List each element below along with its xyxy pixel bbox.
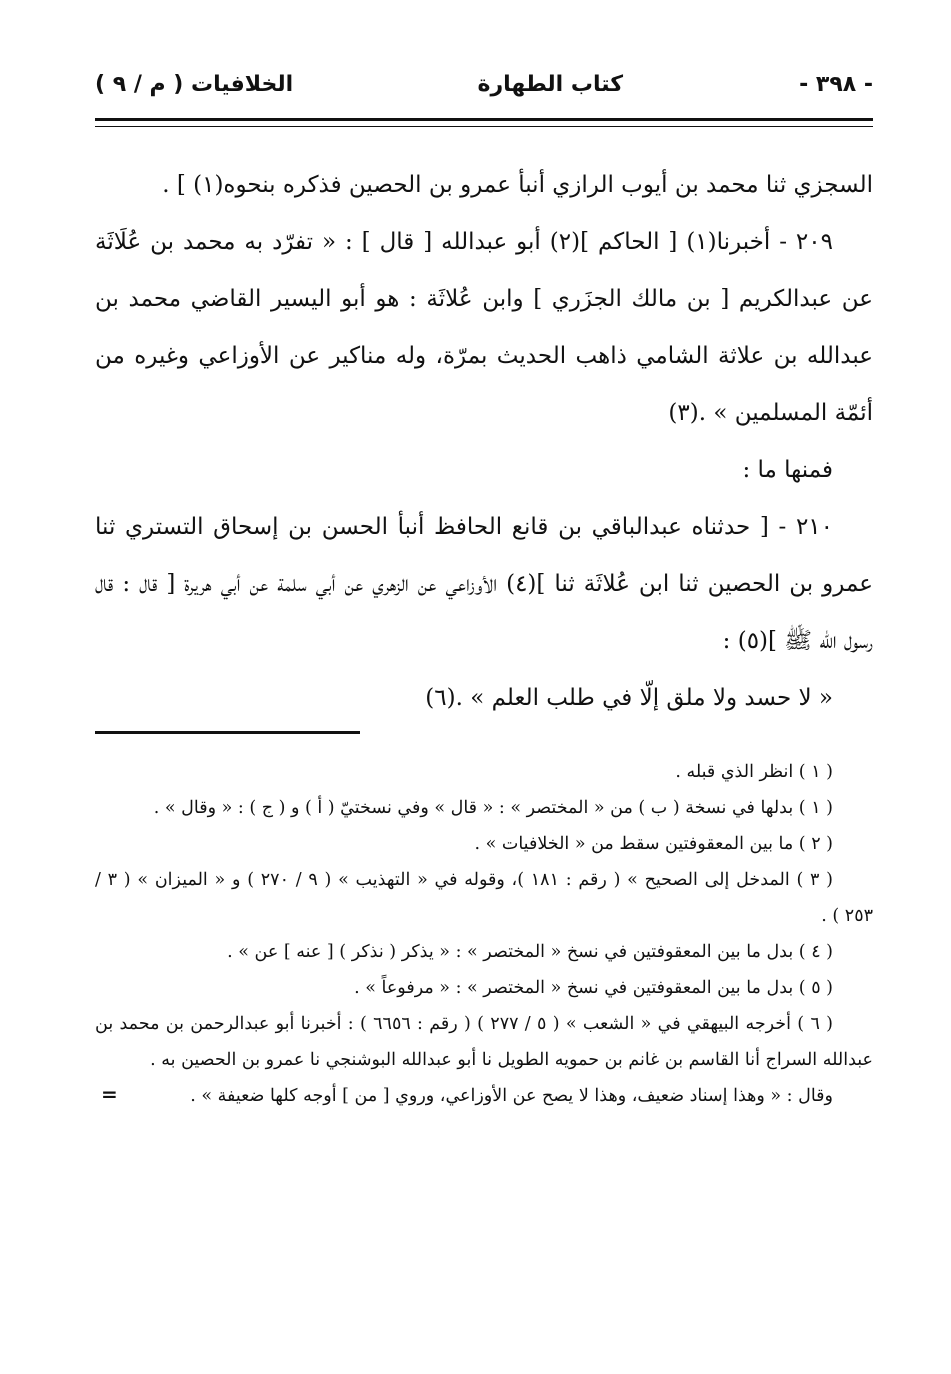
- paragraph-continuation: السجزي ثنا محمد بن أيوب الرازي أنبأ عمرو بن الحصين فذكره بنحوه(١) ] .: [162, 172, 873, 198]
- footnote: ( ١ ) بدلها في نسخة ( ب ) من « المختصر » : « قال » وفي نسختيّ ( أ ) و ( ج ) : « وقال » .: [153, 798, 833, 818]
- footnote: ( ٤ ) بدل ما بين المعقوفتين في نسخ « المختصر » : « يذكر ( نذكر ) [ عنه ] عن » .: [227, 942, 833, 962]
- header-rule-thin: [95, 126, 873, 127]
- hadith-209: ٢٠٩ - أخبرنا(١) [ الحاكم ](٢) أبو عبدالله [ قال ] : « تفرّد به محمد بن عُلَاثَة عن عبدالكريم [ بن مالك الجزَري ] وابن عُلاثَة : هو أبو اليسير القاضي محمد بن عبدالله بن علاثة الشامي ذاهب الحديث بمرّة، وله مناكير عن الأوزاعي وغيره من أئمّة المسلمين » .(٣): [95, 229, 873, 426]
- footnote: ( ٢ ) ما بين المعقوفتين سقط من « الخلافيات » .: [474, 834, 833, 854]
- paragraph-intro: فمنها ما :: [742, 457, 833, 483]
- hadith-text: « لا حسد ولا ملق إلّا في طلب العلم » .(٦): [425, 685, 833, 711]
- footnote: ( ٥ ) بدل ما بين المعقوفتين في نسخ « المختصر » : « مرفوعاً » .: [354, 978, 833, 998]
- footnotes: [95, 754, 873, 1114]
- book-page: [95, 60, 873, 1114]
- page-header: [95, 60, 873, 110]
- footnote-separator: [95, 731, 360, 734]
- continuation-mark: =: [101, 1082, 118, 1106]
- header-rule-thick: [95, 118, 873, 121]
- section-title: الخلافيات ( م / ٩ ): [95, 72, 294, 97]
- hadith-210: ٢١٠ - [ حدثناه عبدالباقي بن قانع الحافظ أنبأ الحسن بن إسحاق التستري ثنا عمرو بن الحصين ثنا ابن عُلاثَة ثنا ](٤) الأوزاعي عن الزهري عن أبي سلمة عن أبي هريرة [ قال : قال رسول الله ﷺ ](٥) :: [95, 514, 873, 654]
- footnote: ( ٦ ) أخرجه البيهقي في « الشعب » ( ٥ / ٢٧٧ ) ( رقم : ٦٦٥٦ ) : أخبرنا أبو عبدالرحمن بن محمد بن عبدالله السراج أنا القاسم بن غانم بن حمويه الطويل نا أبو عبدالله البوشنجي نا عمرو بن الحصين به .: [95, 1014, 873, 1070]
- footnote: ( ٣ ) المدخل إلى الصحيح » ( رقم : ١٨١ )، وقوله في « التهذيب » ( ٩ / ٢٧٠ ) و « الميزان » ( ٣ / ٢٥٣ ) .: [95, 870, 873, 926]
- main-text: [95, 157, 873, 727]
- footnote: ( ١ ) انظر الذي قبله .: [675, 762, 833, 782]
- footnote: وقال : « وهذا إسناد ضعيف، وهذا لا يصح عن الأوزاعي، وروي [ من ] أوجه كلها ضعيفة » .: [190, 1086, 833, 1106]
- footnote-last: [95, 1078, 873, 1114]
- page-number: - ٣٩٨ -: [799, 72, 873, 97]
- book-title: كتاب الطهارة: [477, 72, 623, 97]
